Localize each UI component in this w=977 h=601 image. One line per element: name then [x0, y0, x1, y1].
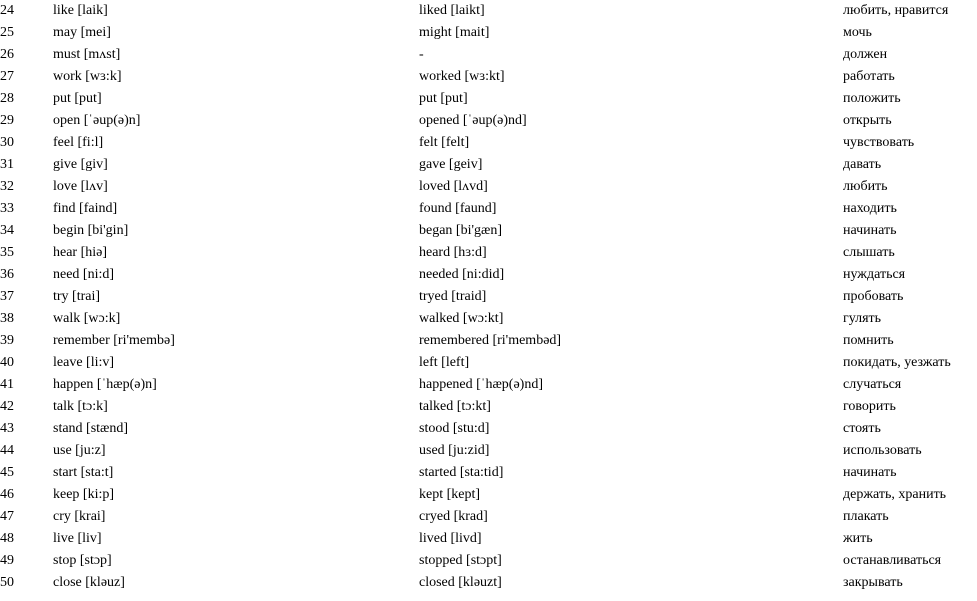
verb-translation: слышать	[843, 245, 895, 260]
table-row	[0, 44, 977, 66]
verb-infinitive: give [giv]	[53, 157, 108, 172]
row-number: 33	[0, 201, 14, 216]
verb-infinitive: keep [ki:p]	[53, 487, 115, 502]
verb-infinitive: may [mei]	[53, 25, 111, 40]
verb-infinitive: hear [hiə]	[53, 245, 108, 260]
verb-translation: случаться	[843, 377, 902, 392]
verb-past-form: -	[419, 47, 424, 62]
row-number: 34	[0, 223, 14, 238]
verb-translation: пробовать	[843, 289, 904, 304]
verb-translation: любить, нравится	[843, 3, 949, 18]
verb-translation: находить	[843, 201, 897, 216]
verb-infinitive: walk [wɔ:k]	[53, 311, 121, 326]
verb-past-form: might [mait]	[419, 25, 490, 40]
table-row	[0, 330, 977, 352]
table-row	[0, 506, 977, 528]
verb-translation: открыть	[843, 113, 892, 128]
table-row	[0, 242, 977, 264]
verb-past-form: kept [kept]	[419, 487, 481, 502]
verb-infinitive: cry [krai]	[53, 509, 106, 524]
verb-translation: чувствовать	[843, 135, 915, 150]
row-number: 25	[0, 25, 14, 40]
row-number: 30	[0, 135, 14, 150]
verb-infinitive: remember [ri'membə]	[53, 333, 175, 348]
table-row	[0, 22, 977, 44]
verb-translation: говорить	[843, 399, 896, 414]
table-row	[0, 308, 977, 330]
verb-past-form: lived [livd]	[419, 531, 482, 546]
verb-infinitive: stop [stɔp]	[53, 553, 112, 568]
verb-infinitive: stand [stænd]	[53, 421, 129, 436]
table-row	[0, 198, 977, 220]
table-row	[0, 286, 977, 308]
verb-translation: должен	[843, 47, 888, 62]
table-row	[0, 418, 977, 440]
verb-past-form: cryed [krad]	[419, 509, 488, 524]
verb-infinitive: find [faind]	[53, 201, 118, 216]
row-number: 45	[0, 465, 14, 480]
verb-translation: помнить	[843, 333, 894, 348]
row-number: 24	[0, 3, 14, 18]
verb-infinitive: begin [bi'gin]	[53, 223, 129, 238]
verb-past-form: gave [geiv]	[419, 157, 483, 172]
verb-past-form: worked [wɜ:kt]	[419, 69, 505, 84]
row-number: 40	[0, 355, 14, 370]
verb-infinitive: talk [tɔ:k]	[53, 399, 108, 414]
verb-infinitive: start [sta:t]	[53, 465, 114, 480]
table-row	[0, 132, 977, 154]
verb-translation: останавливаться	[843, 553, 942, 568]
table-row	[0, 176, 977, 198]
row-number: 39	[0, 333, 14, 348]
verb-translation: плакать	[843, 509, 889, 524]
row-number: 28	[0, 91, 14, 106]
table-row	[0, 110, 977, 132]
table-row	[0, 220, 977, 242]
row-number: 49	[0, 553, 14, 568]
verb-past-form: heard [hɜ:d]	[419, 245, 487, 260]
verb-past-form: found [faund]	[419, 201, 497, 216]
verb-translation: начинать	[843, 465, 897, 480]
verb-infinitive: leave [li:v]	[53, 355, 115, 370]
verb-past-form: used [ju:zid]	[419, 443, 490, 458]
verb-translation: жить	[843, 531, 873, 546]
verb-past-form: tryed [traid]	[419, 289, 487, 304]
verb-infinitive: open [ˈəup(ə)n]	[53, 113, 141, 128]
verb-translation: работать	[843, 69, 895, 84]
table-row	[0, 484, 977, 506]
verb-infinitive: close [kləuz]	[53, 575, 125, 590]
verb-translation: стоять	[843, 421, 881, 436]
verb-infinitive: must [mʌst]	[53, 47, 121, 62]
table-row	[0, 352, 977, 374]
row-number: 43	[0, 421, 14, 436]
table-row	[0, 572, 977, 594]
verb-translation: положить	[843, 91, 901, 106]
verb-translation: использовать	[843, 443, 922, 458]
verb-translation: давать	[843, 157, 882, 172]
row-number: 32	[0, 179, 14, 194]
table-row	[0, 396, 977, 418]
table-row	[0, 0, 977, 22]
verb-past-form: walked [wɔ:kt]	[419, 311, 504, 326]
verb-past-form: closed [kləuzt]	[419, 575, 502, 590]
table-row	[0, 88, 977, 110]
verb-past-form: opened [ˈəup(ə)nd]	[419, 113, 527, 128]
table-row	[0, 264, 977, 286]
verb-translation: держать, хранить	[843, 487, 947, 502]
verb-past-form: felt [felt]	[419, 135, 470, 150]
table-row	[0, 550, 977, 572]
verb-past-form: needed [ni:did]	[419, 267, 505, 282]
verb-infinitive: try [trai]	[53, 289, 101, 304]
row-number: 46	[0, 487, 14, 502]
row-number: 44	[0, 443, 14, 458]
verb-past-form: liked [laikt]	[419, 3, 485, 18]
row-number: 38	[0, 311, 14, 326]
verb-past-form: began [bi'gæn]	[419, 223, 503, 238]
verb-past-form: stopped [stɔpt]	[419, 553, 502, 568]
verb-translation: нуждаться	[843, 267, 906, 282]
verb-translation: мочь	[843, 25, 872, 40]
table-row	[0, 528, 977, 550]
verb-infinitive: put [put]	[53, 91, 102, 106]
row-number: 31	[0, 157, 14, 172]
row-number: 47	[0, 509, 14, 524]
row-number: 36	[0, 267, 14, 282]
verb-past-form: happened [ˈhæp(ə)nd]	[419, 377, 544, 392]
verb-infinitive: work [wɜ:k]	[53, 69, 122, 84]
verb-past-form: left [left]	[419, 355, 470, 370]
verb-translation: закрывать	[843, 575, 903, 590]
verb-infinitive: feel [fi:l]	[53, 135, 104, 150]
row-number: 37	[0, 289, 14, 304]
row-number: 41	[0, 377, 14, 392]
verb-translation: покидать, уезжать	[843, 355, 951, 370]
table-row	[0, 462, 977, 484]
row-number: 50	[0, 575, 14, 590]
verb-infinitive: live [liv]	[53, 531, 102, 546]
verb-past-form: stood [stu:d]	[419, 421, 490, 436]
table-row	[0, 374, 977, 396]
verb-infinitive: use [ju:z]	[53, 443, 106, 458]
verb-translation: любить	[843, 179, 888, 194]
verb-past-form: started [sta:tid]	[419, 465, 504, 480]
verb-past-form: loved [lʌvd]	[419, 179, 488, 194]
table-row	[0, 440, 977, 462]
row-number: 29	[0, 113, 14, 128]
verb-infinitive: like [laik]	[53, 3, 108, 18]
row-number: 35	[0, 245, 14, 260]
row-number: 48	[0, 531, 14, 546]
verb-translation: начинать	[843, 223, 897, 238]
verb-translation: гулять	[843, 311, 882, 326]
row-number: 26	[0, 47, 14, 62]
verb-past-form: talked [tɔ:kt]	[419, 399, 491, 414]
table-row	[0, 66, 977, 88]
verb-past-form: remembered [ri'membəd]	[419, 333, 562, 348]
verb-infinitive: love [lʌv]	[53, 179, 108, 194]
table-row	[0, 154, 977, 176]
row-number: 42	[0, 399, 14, 414]
verb-past-form: put [put]	[419, 91, 468, 106]
verb-infinitive: happen [ˈhæp(ə)n]	[53, 377, 157, 392]
row-number: 27	[0, 69, 14, 84]
verb-infinitive: need [ni:d]	[53, 267, 115, 282]
